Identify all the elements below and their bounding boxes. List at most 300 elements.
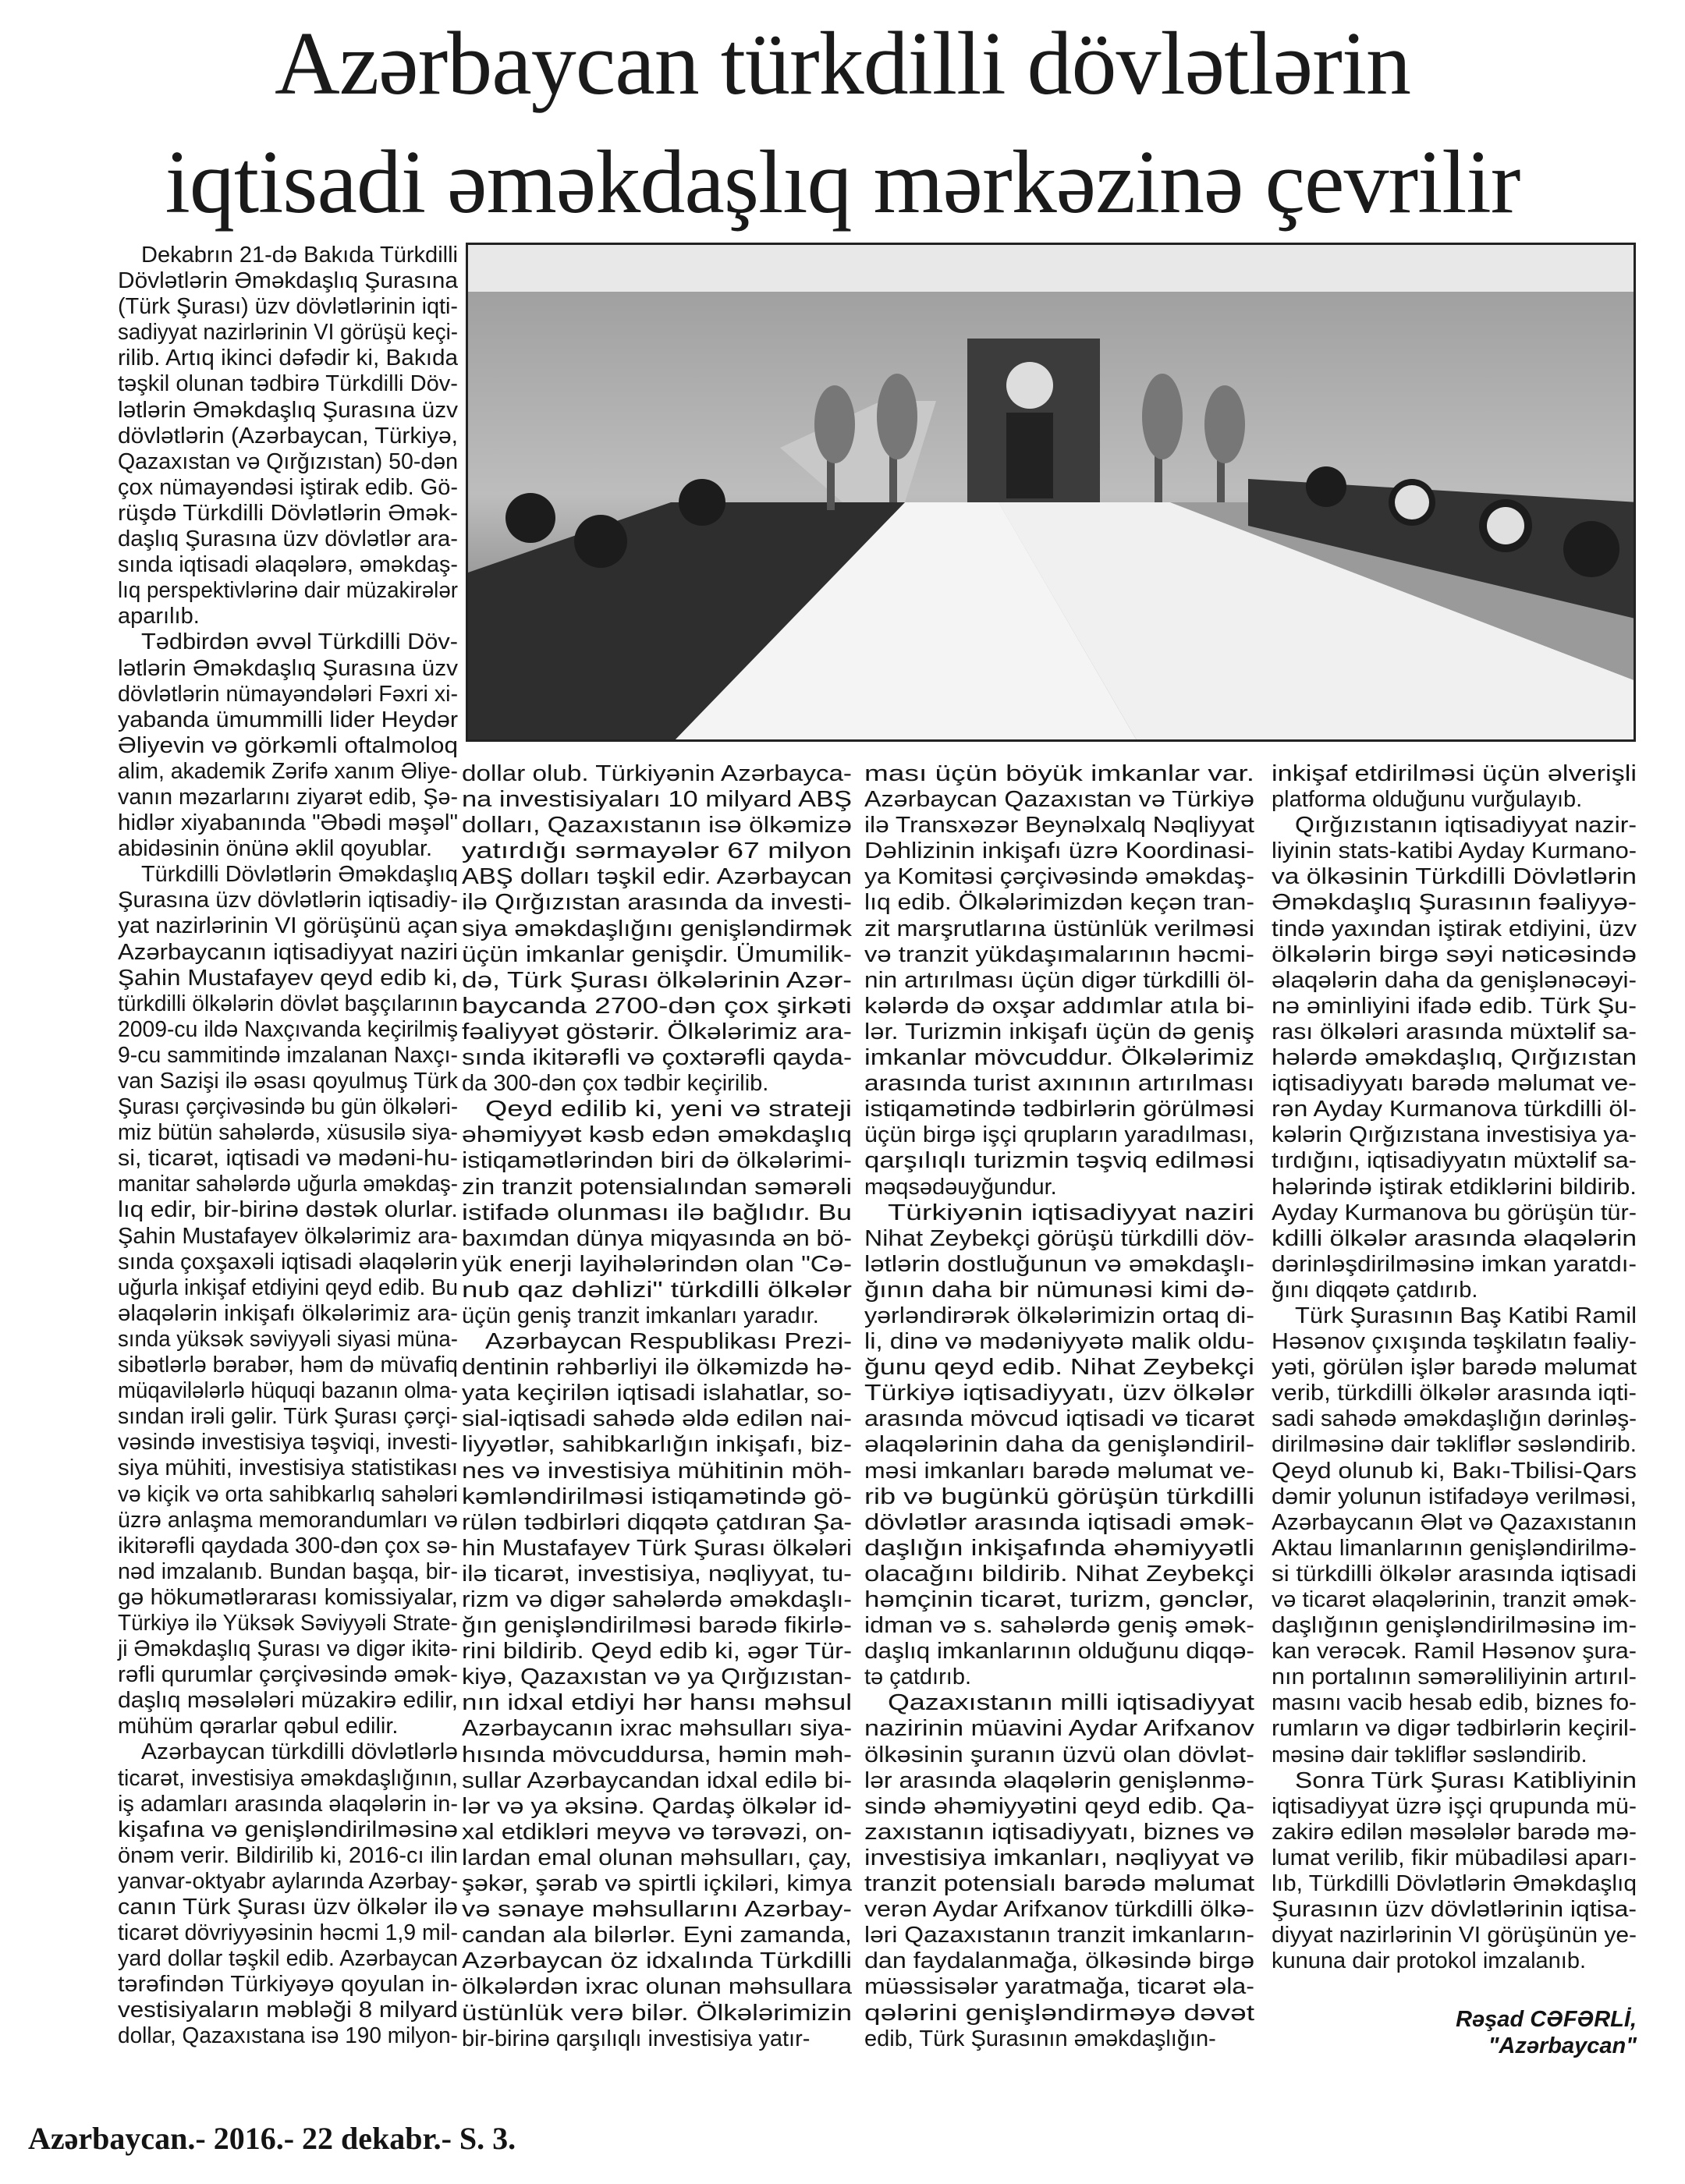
text-line-content: Şahin Mustafayev ölkələrimiz ara- bbox=[118, 1223, 458, 1249]
text-line-content: dan faydalanmağa, ölkəsində birgə bbox=[864, 1948, 1254, 1974]
text-line bbox=[118, 1585, 458, 1611]
text-line bbox=[462, 1226, 852, 1252]
text-line-content: lətlərin Əməkdaşlıq Şurasına üzv bbox=[118, 397, 458, 423]
text-line bbox=[1272, 1200, 1637, 1226]
text-line bbox=[462, 968, 852, 994]
text-line-content: Qeyd olunub ki, Bakı-Tbilisi-Qars bbox=[1272, 1458, 1637, 1484]
text-line bbox=[864, 1045, 1254, 1071]
text-line bbox=[1272, 1665, 1637, 1690]
text-line-content: Ayday Kurmanova bu görüşün tür- bbox=[1272, 1200, 1637, 1225]
text-line bbox=[118, 578, 458, 604]
text-line-content: masını vacib hesab edib, biznes fo- bbox=[1272, 1690, 1637, 1716]
text-line-content: tində yaxından iştirak etdiyini, üzv bbox=[1272, 916, 1637, 941]
text-line bbox=[462, 838, 852, 864]
text-line bbox=[462, 1432, 852, 1458]
text-line bbox=[118, 449, 458, 475]
text-line-content: yard dollar təşkil edib. Azərbaycan bbox=[118, 1946, 458, 1972]
text-line bbox=[118, 1197, 458, 1223]
text-line-content: Azərbaycan türkdilli dövlətlərlə bbox=[141, 1739, 458, 1765]
text-line-content: dollar, Qazaxıstana isə 190 milyon- bbox=[118, 2023, 458, 2049]
text-line-content: nazirinin müavini Aydar Arifxanov bbox=[864, 1716, 1254, 1742]
text-line-content: Dəhlizinin inkişafı üzrə Koordinasi- bbox=[864, 838, 1254, 864]
text-line bbox=[1272, 968, 1637, 994]
text-line-content: ya Komitəsi çərçivəsində əməkdaş- bbox=[864, 864, 1254, 890]
text-line bbox=[118, 1301, 458, 1327]
text-line bbox=[462, 1845, 852, 1871]
text-line bbox=[462, 1148, 852, 1174]
text-line-content: yat nazirlərinin VI görüşünü açan bbox=[118, 913, 458, 939]
text-line bbox=[864, 1768, 1254, 1794]
text-line-content: kdilli ölkələr arasında əlaqələrin bbox=[1272, 1225, 1637, 1251]
text-line bbox=[118, 1559, 458, 1585]
byline-author: Rəşad CƏFƏRLİ, bbox=[1456, 2007, 1637, 2032]
text-line bbox=[864, 761, 1254, 787]
text-line bbox=[864, 1484, 1254, 1510]
text-line-content: idman və s. sahələrdə geniş əmək- bbox=[864, 1613, 1254, 1639]
text-line-content: Azərbaycan öz idxalında Türkdilli bbox=[462, 1948, 852, 1974]
text-line-content: Dövlətlərin Əməkdaşlıq Şurasına bbox=[118, 268, 458, 294]
text-line bbox=[118, 785, 458, 810]
text-line-content: Qeyd edilib ki, yeni və strateji bbox=[485, 1097, 852, 1122]
text-line-content: və sənaye məhsullarını Azərbay- bbox=[462, 1897, 852, 1923]
text-line bbox=[118, 656, 458, 682]
text-line bbox=[1272, 1897, 1637, 1923]
text-line-content: hısında mövcuddursa, həmin məh- bbox=[462, 1742, 852, 1767]
text-line-content: Aktau limanlarının genişləndirilmə- bbox=[1272, 1535, 1637, 1561]
text-line-content: lumat verilib, fikir mübadiləsi aparı- bbox=[1272, 1845, 1637, 1870]
paragraph bbox=[864, 761, 1254, 1200]
text-line bbox=[118, 1869, 458, 1895]
text-line bbox=[1272, 1148, 1637, 1174]
text-line-content: kələrin Qırğızıstana investisiya ya- bbox=[1272, 1122, 1637, 1148]
text-line bbox=[1272, 1716, 1637, 1742]
text-line-content: zakirə edilən məsələlər barədə mə- bbox=[1272, 1819, 1637, 1845]
text-line bbox=[118, 629, 458, 655]
text-line bbox=[118, 1146, 458, 1172]
text-line-content: si türkdilli ölkələr arasında iqtisadi bbox=[1272, 1561, 1637, 1587]
text-line-content: Azərbaycanın Ələt və Qazaxıstanın bbox=[1272, 1509, 1637, 1535]
text-line bbox=[462, 1871, 852, 1897]
text-line-content: Əməkdaşlıq Şurasının fəaliyyə- bbox=[1272, 890, 1637, 916]
text-line bbox=[1272, 787, 1637, 813]
text-line bbox=[1272, 1768, 1637, 1794]
text-line-content: baxımdan dünya miqyasında ən bö- bbox=[462, 1225, 852, 1251]
text-line bbox=[864, 1406, 1254, 1432]
text-line bbox=[118, 1508, 458, 1533]
text-line-content: bir-birinə qarşılıqlı investisiya yatır- bbox=[462, 2026, 811, 2051]
text-line-content: ji Əməkdaşlıq Şurası və digər ikitə- bbox=[118, 1636, 458, 1662]
text-line bbox=[118, 1482, 458, 1508]
text-line-content: lər. Turizmin inkişafı üçün də geniş bbox=[864, 1019, 1254, 1044]
byline bbox=[1456, 2006, 1637, 2059]
text-line bbox=[864, 1948, 1254, 1974]
text-line bbox=[118, 424, 458, 449]
text-line bbox=[864, 1665, 1254, 1690]
paragraph bbox=[118, 629, 458, 862]
text-line-content: lıq edib. Ölkələrimizdən keçən tran- bbox=[864, 890, 1254, 916]
text-line bbox=[1272, 1406, 1637, 1432]
text-line-content: və tranzit yükdaşımalarının həcmi- bbox=[864, 941, 1254, 967]
text-line bbox=[1272, 1278, 1637, 1303]
text-line bbox=[118, 526, 458, 552]
text-line bbox=[462, 890, 852, 916]
text-line bbox=[118, 1250, 458, 1275]
text-line-content: sullar Azərbaycandan idxal edilə bi- bbox=[462, 1767, 852, 1793]
text-line-content: dollar olub. Türkiyənin Azərbayca- bbox=[462, 761, 852, 786]
text-line-content: sadiyyat nazirlərinin VI görüşü keçi- bbox=[118, 320, 458, 346]
text-line-content: lər və ya əksinə. Qardaş ölkələr id- bbox=[462, 1793, 852, 1819]
text-line-content: Qazaxıstanın milli iqtisadiyyat bbox=[888, 1690, 1254, 1716]
text-line-content: ticarət, investisiya əməkdaşlığının, bbox=[118, 1765, 458, 1791]
text-line-content: uğurla inkişaf etdiyini qeyd edib. Bu bbox=[118, 1275, 458, 1300]
text-line-content: sında çoxşaxəli iqtisadi əlaqələrin bbox=[118, 1249, 458, 1275]
text-line-content: ABŞ dolları təşkil edir. Azərbaycan bbox=[462, 864, 852, 890]
text-line-content: qələrini genişləndirməyə dəvət bbox=[864, 2000, 1254, 2026]
text-line bbox=[118, 1998, 458, 2023]
paragraph bbox=[118, 862, 458, 1739]
text-line bbox=[462, 761, 852, 787]
text-line bbox=[118, 1766, 458, 1792]
text-line-content: həmçinin ticarət, turizm, gənclər, bbox=[864, 1587, 1254, 1612]
text-line bbox=[864, 1897, 1254, 1923]
text-line-content: əlaqələrin inkişafı ölkələrimiz ara- bbox=[118, 1300, 458, 1326]
text-line bbox=[118, 243, 458, 268]
text-line bbox=[118, 268, 458, 294]
text-line-content: Türk Şurasının Baş Katibi Ramil bbox=[1295, 1303, 1637, 1328]
text-line-content: üzrə anlaşma memorandumları və bbox=[118, 1507, 458, 1533]
text-line bbox=[864, 942, 1254, 968]
text-line-content: nın portalının səmərəliliyinin artırıl- bbox=[1272, 1665, 1637, 1690]
text-line-content: kiyə, Qazaxıstan və ya Qırğızıstan- bbox=[462, 1665, 852, 1690]
text-line-content: Türkiyə ilə Yüksək Səviyyəli Strate- bbox=[118, 1610, 458, 1636]
text-line-content: sadi sahədə əməkdaşlığın dərinləş- bbox=[1272, 1406, 1637, 1432]
article-column-2 bbox=[462, 761, 852, 2052]
text-line bbox=[118, 475, 458, 501]
text-line bbox=[118, 1739, 458, 1765]
text-line bbox=[864, 1019, 1254, 1045]
text-line-content: candan ala bilərlər. Eyni zamanda, bbox=[462, 1923, 852, 1948]
text-line-content: verən Aydar Arifxanov türkdilli ölkə- bbox=[864, 1897, 1254, 1923]
text-line bbox=[118, 1946, 458, 1972]
text-line bbox=[864, 2026, 1254, 2052]
paragraph bbox=[864, 1200, 1254, 1691]
text-line bbox=[118, 1017, 458, 1043]
text-line bbox=[462, 942, 852, 968]
text-line bbox=[118, 1275, 458, 1301]
text-line-content: arasında mövcud iqtisadi və ticarət bbox=[864, 1406, 1254, 1432]
text-line-content: ticarət dövriyyəsinin həcmi 1,9 mil- bbox=[118, 1920, 458, 1946]
text-line-content: ğının daha bir nümunəsi kimi də- bbox=[864, 1277, 1254, 1303]
text-line bbox=[118, 1404, 458, 1430]
text-line-content: Nihat Zeybekçi görüşü türkdilli döv- bbox=[864, 1225, 1254, 1251]
text-line bbox=[462, 1329, 852, 1355]
text-line bbox=[118, 940, 458, 966]
text-line-content: lətlərin dostluğunun və əməkdaşlı- bbox=[864, 1251, 1254, 1277]
paragraph bbox=[462, 1097, 852, 1329]
text-line-content: iqtisadiyyat üzrə işçi qrupunda mü- bbox=[1272, 1793, 1637, 1819]
text-line-content: üçün birgə işçi qrupların yaradılması, bbox=[864, 1122, 1254, 1148]
text-line-content: zit marşrutlarına üstünlük verilməsi bbox=[864, 916, 1254, 941]
text-line-content: vanın məzarlarını ziyarət edib, Şə- bbox=[118, 784, 458, 810]
text-line bbox=[864, 1562, 1254, 1587]
text-line-content: istifadə olunması ilə bağlıdır. Bu bbox=[462, 1200, 852, 1225]
text-line bbox=[1272, 1071, 1637, 1097]
text-line bbox=[1272, 1381, 1637, 1406]
text-line-content: zin tranzit potensialından səmərəli bbox=[462, 1174, 852, 1200]
text-line bbox=[1272, 942, 1637, 968]
text-line bbox=[1272, 761, 1637, 787]
text-line bbox=[462, 1613, 852, 1639]
text-line bbox=[1272, 1923, 1637, 1948]
text-line-content: dövlətlər arasında iqtisadi əmək- bbox=[864, 1509, 1254, 1535]
text-line-content: mühüm qərarlar qəbul edilir. bbox=[118, 1714, 399, 1739]
text-line-content: manitar sahələrdə uğurla əməkdaş- bbox=[118, 1172, 458, 1197]
text-line bbox=[118, 1792, 458, 1817]
text-line-content: üçün geniş tranzit imkanları yaradır. bbox=[462, 1303, 819, 1328]
text-line bbox=[1272, 1097, 1637, 1122]
text-line-content: rini bildirib. Qeyd edib ki, əgər Tür- bbox=[462, 1639, 852, 1665]
text-line bbox=[462, 1097, 852, 1122]
text-line bbox=[1272, 1329, 1637, 1355]
text-line bbox=[118, 1378, 458, 1404]
text-line-content: kan verəcək. Ramil Həsənov şura- bbox=[1272, 1639, 1637, 1665]
text-line-content: təşkil olunan tədbirə Türkdilli Döv- bbox=[118, 371, 458, 397]
text-line bbox=[462, 1406, 852, 1432]
text-line-content: ölkələrdən ixrac olunan məhsullara bbox=[462, 1974, 852, 2000]
article-column-1 bbox=[118, 243, 458, 2050]
text-line bbox=[118, 759, 458, 785]
text-line bbox=[118, 1972, 458, 1998]
text-line-content: (Türk Şurası) üzv dövlətlərinin iqti- bbox=[118, 294, 458, 320]
text-line bbox=[864, 1743, 1254, 1768]
text-line bbox=[1272, 1743, 1637, 1768]
text-line bbox=[864, 1820, 1254, 1845]
text-line-content: ikitərəfli qaydada 300-dən çox sə- bbox=[118, 1533, 458, 1558]
text-line bbox=[1272, 864, 1637, 890]
text-line bbox=[462, 1019, 852, 1045]
text-line-content: lıb, Türkdilli Dövlətlərin Əməkdaşlıq bbox=[1272, 1871, 1637, 1897]
text-line bbox=[864, 1587, 1254, 1613]
text-line bbox=[118, 966, 458, 991]
text-line-content: yanvar-oktyabr aylarında Azərbay- bbox=[118, 1868, 458, 1894]
text-line bbox=[118, 1094, 458, 1120]
text-line-content: da 300-dən çox tədbir keçirilib. bbox=[462, 1071, 769, 1097]
text-line-content: hin Mustafayev Türk Şurası ölkələri bbox=[462, 1535, 852, 1561]
text-line-content: üçün imkanlar genişdir. Ümumilik- bbox=[462, 941, 852, 967]
text-line bbox=[462, 1071, 852, 1097]
text-line-content: Qazaxıstan və Qırğızıstan) 50-dən bbox=[118, 448, 458, 474]
text-line-content: ilə Transxəzər Beynəlxalq Nəqliyyat bbox=[864, 813, 1254, 838]
text-line-content: çox nümayəndəsi iştirak edib. Gö- bbox=[118, 474, 458, 500]
text-line-content: arasında turist axınının artırılması bbox=[864, 1071, 1254, 1097]
text-line bbox=[462, 2001, 852, 2026]
text-line-content: va ölkəsinin Türkdilli Dövlətlərin bbox=[1272, 864, 1637, 890]
text-line-content: rib və bugünkü görüşün türkdilli bbox=[864, 1484, 1254, 1509]
text-line bbox=[462, 1536, 852, 1562]
text-line bbox=[118, 1069, 458, 1094]
text-line bbox=[118, 913, 458, 939]
text-line-content: 2009-cu ildə Naxçıvanda keçirilmiş bbox=[118, 1016, 458, 1042]
text-line-content: si, ticarət, iqtisadi və mədəni-hu- bbox=[118, 1146, 458, 1172]
text-line-content: və ticarət əlaqələrinin, tranzit əmək- bbox=[1272, 1587, 1637, 1612]
text-line bbox=[864, 1510, 1254, 1536]
text-line-content: ölkələrin birgə səyi nəticəsində bbox=[1272, 941, 1637, 967]
text-line bbox=[462, 1175, 852, 1200]
text-line-content: iqtisadiyyatı barədə məlumat ve- bbox=[1272, 1071, 1637, 1097]
text-line-content: Şurasına üzv dövlətlərin iqtisadiy- bbox=[118, 888, 458, 913]
text-line bbox=[1272, 1355, 1637, 1381]
text-line bbox=[462, 1716, 852, 1742]
text-line bbox=[118, 1430, 458, 1455]
text-line bbox=[118, 1843, 458, 1869]
text-line-content: də, Türk Şurası ölkələrinin Azər- bbox=[462, 967, 852, 993]
text-line-content: Qırğızıstanın iqtisadiyyat nazir- bbox=[1295, 813, 1637, 838]
text-line-content: rilib. Artıq ikinci dəfədir ki, Bakıda bbox=[118, 346, 458, 371]
text-line bbox=[118, 1043, 458, 1069]
text-line-content: sında iqtisadi əlaqələrə, əməkdaş- bbox=[118, 552, 458, 578]
text-line-content: kişafına və genişləndirilməsinə bbox=[118, 1817, 458, 1842]
text-line bbox=[462, 916, 852, 942]
text-line bbox=[864, 1716, 1254, 1742]
text-line bbox=[462, 2026, 852, 2052]
text-line-content: rumların və digər tədbirlərin keçiril- bbox=[1272, 1716, 1637, 1742]
text-line bbox=[864, 1613, 1254, 1639]
text-line bbox=[1272, 890, 1637, 916]
byline-newspaper: "Azərbaycan" bbox=[1488, 2033, 1637, 2058]
text-line bbox=[118, 1714, 458, 1739]
text-line-content: van Sazişi ilə əsası qoyulmuş Türk bbox=[118, 1069, 458, 1094]
text-line-content: rəfli qurumlar çərçivəsində əmək- bbox=[118, 1662, 458, 1688]
text-line-content: hidlər xiyabanında "Əbədi məşəl" bbox=[118, 810, 458, 836]
meeting-photo-image bbox=[468, 245, 1636, 742]
text-line-content: kununa dair protokol imzalanıb. bbox=[1272, 1948, 1587, 1974]
text-line-content: lətlərin Əməkdaşlıq Şurasına üzv bbox=[118, 655, 458, 681]
text-line bbox=[462, 1923, 852, 1948]
text-line-content: dentinin rəhbərliyi ilə ölkəmizdə hə- bbox=[462, 1355, 852, 1381]
text-line bbox=[864, 813, 1254, 838]
text-line-content: rizm və digər sahələrdə əməkdaşlı- bbox=[462, 1587, 852, 1612]
text-line bbox=[462, 813, 852, 838]
text-line bbox=[462, 1820, 852, 1845]
text-line-content: rası ölkələri arasında müxtəlif sa- bbox=[1272, 1019, 1637, 1044]
text-line-content: siya mühiti, investisiya statistikası bbox=[118, 1455, 458, 1481]
text-line-content: Dekabrın 21-də Bakıda Türkdilli bbox=[141, 243, 458, 268]
text-line bbox=[118, 888, 458, 913]
paragraph bbox=[1272, 1303, 1637, 1768]
text-line-content: inkişaf etdirilməsi üçün əlverişli bbox=[1272, 761, 1637, 786]
text-line-content: ğunu qeyd edib. Nihat Zeybekçi bbox=[864, 1355, 1254, 1381]
text-line bbox=[462, 1355, 852, 1381]
text-line bbox=[118, 1224, 458, 1250]
text-line-content: imkanlar mövcuddur. Ölkələrimiz bbox=[864, 1045, 1254, 1071]
text-line bbox=[462, 1665, 852, 1690]
text-line bbox=[864, 1200, 1254, 1226]
text-line bbox=[864, 1329, 1254, 1355]
text-line-content: fəaliyyət göstərir. Ölkələrimiz ara- bbox=[462, 1019, 852, 1044]
text-line-content: siya əməkdaşlığını genişləndirmək bbox=[462, 916, 852, 941]
text-line bbox=[864, 1536, 1254, 1562]
text-line-content: Əliyevin və görkəmli oftalmoloq bbox=[118, 732, 458, 758]
text-line bbox=[864, 1459, 1254, 1484]
text-line-content: abidəsinin önünə əklil qoyublar. bbox=[118, 836, 433, 862]
text-line-content: dəmir yolunun istifadəyə verilməsi, bbox=[1272, 1484, 1637, 1509]
text-line bbox=[462, 994, 852, 1019]
text-line bbox=[1272, 813, 1637, 838]
text-line-content: kəmləndirilməsi istiqamətində gö- bbox=[462, 1484, 852, 1509]
text-line-content: 9-cu sammitində imzalanan Naxçı- bbox=[118, 1042, 458, 1068]
text-line bbox=[1272, 994, 1637, 1019]
text-line-content: yata keçirilən iqtisadi islahatlar, so- bbox=[462, 1381, 852, 1406]
text-line bbox=[118, 371, 458, 397]
text-line-content: şəkər, şərab və spirtli içkiləri, kimya bbox=[462, 1871, 852, 1897]
text-line-content: lardan emal olunan məhsulları, çay, bbox=[462, 1845, 852, 1870]
text-line-content: vestisiyaların məbləği 8 milyard bbox=[118, 1998, 458, 2023]
text-line-content: aparılıb. bbox=[118, 604, 200, 629]
text-line bbox=[118, 1327, 458, 1353]
text-line bbox=[864, 1432, 1254, 1458]
text-line bbox=[462, 1381, 852, 1406]
text-line bbox=[1272, 1484, 1637, 1510]
text-line-content: daşlıq imkanlarının olduğunu diqqə- bbox=[864, 1639, 1254, 1665]
text-line bbox=[864, 1278, 1254, 1303]
text-line-content: müqavilələrlə hüquqi bazanın olma- bbox=[118, 1378, 458, 1404]
text-line-content: zaxıstanın iqtisadiyyatı, biznes və bbox=[864, 1819, 1254, 1845]
text-line-content: dirilməsinə dair təkliflər səsləndirib. bbox=[1272, 1432, 1637, 1458]
text-line-content: platforma olduğunu vurğulayıb. bbox=[1272, 787, 1583, 813]
text-line bbox=[864, 2001, 1254, 2026]
text-line-content: li, dinə və mədəniyyətə malik oldu- bbox=[864, 1329, 1254, 1355]
text-line bbox=[864, 1175, 1254, 1200]
text-line bbox=[462, 1510, 852, 1536]
text-line-content: Türkdilli Dövlətlərin Əməkdaşlıq bbox=[141, 862, 458, 888]
text-line-content: sında ikitərəfli və çoxtərəfli qayda- bbox=[462, 1045, 852, 1071]
text-line bbox=[118, 1895, 458, 1920]
paragraph bbox=[462, 1329, 852, 2052]
text-line bbox=[864, 1794, 1254, 1820]
paragraph bbox=[118, 1739, 458, 2049]
text-line-content: Sonra Türk Şurası Katibliyinin bbox=[1295, 1767, 1637, 1793]
text-line-content: daşlığının genişləndirilməsinə im- bbox=[1272, 1613, 1637, 1639]
text-line bbox=[1272, 1639, 1637, 1665]
text-line-content: daşlığın inkişafında əhəmiyyətli bbox=[864, 1535, 1254, 1561]
text-line bbox=[864, 838, 1254, 864]
text-line-content: istiqamətində tədbirlərin görülməsi bbox=[864, 1097, 1254, 1122]
text-line-content: ması üçün böyük imkanlar var. bbox=[864, 761, 1254, 786]
text-line bbox=[462, 1278, 852, 1303]
text-line bbox=[1272, 1122, 1637, 1148]
text-line bbox=[118, 1455, 458, 1481]
text-line-content: rülən tədbirləri diqqətə çatdıran Şa- bbox=[462, 1509, 852, 1535]
text-line-content: daşlıq Şurasına üzv dövlətlər ara- bbox=[118, 526, 458, 552]
text-line-content: lıq edir, bir-birinə dəstək olurlar. bbox=[118, 1197, 458, 1223]
text-line bbox=[118, 733, 458, 759]
text-line-content: investisiya imkanları, nəqliyyat və bbox=[864, 1845, 1254, 1870]
text-line bbox=[118, 294, 458, 320]
text-line bbox=[864, 864, 1254, 890]
text-line bbox=[864, 1639, 1254, 1665]
text-line bbox=[864, 1355, 1254, 1381]
text-line bbox=[864, 1923, 1254, 1948]
headline-line-2: iqtisadi əməkdaşlıq mərkəzinə çevrilir bbox=[165, 133, 1520, 232]
text-line bbox=[118, 398, 458, 424]
text-line bbox=[118, 1533, 458, 1559]
text-line bbox=[118, 1662, 458, 1688]
text-line bbox=[118, 991, 458, 1017]
text-line bbox=[462, 864, 852, 890]
text-line-content: məsinə dair təkliflər səsləndirib. bbox=[1272, 1742, 1587, 1767]
text-line bbox=[1272, 1432, 1637, 1458]
text-line bbox=[1272, 1587, 1637, 1613]
